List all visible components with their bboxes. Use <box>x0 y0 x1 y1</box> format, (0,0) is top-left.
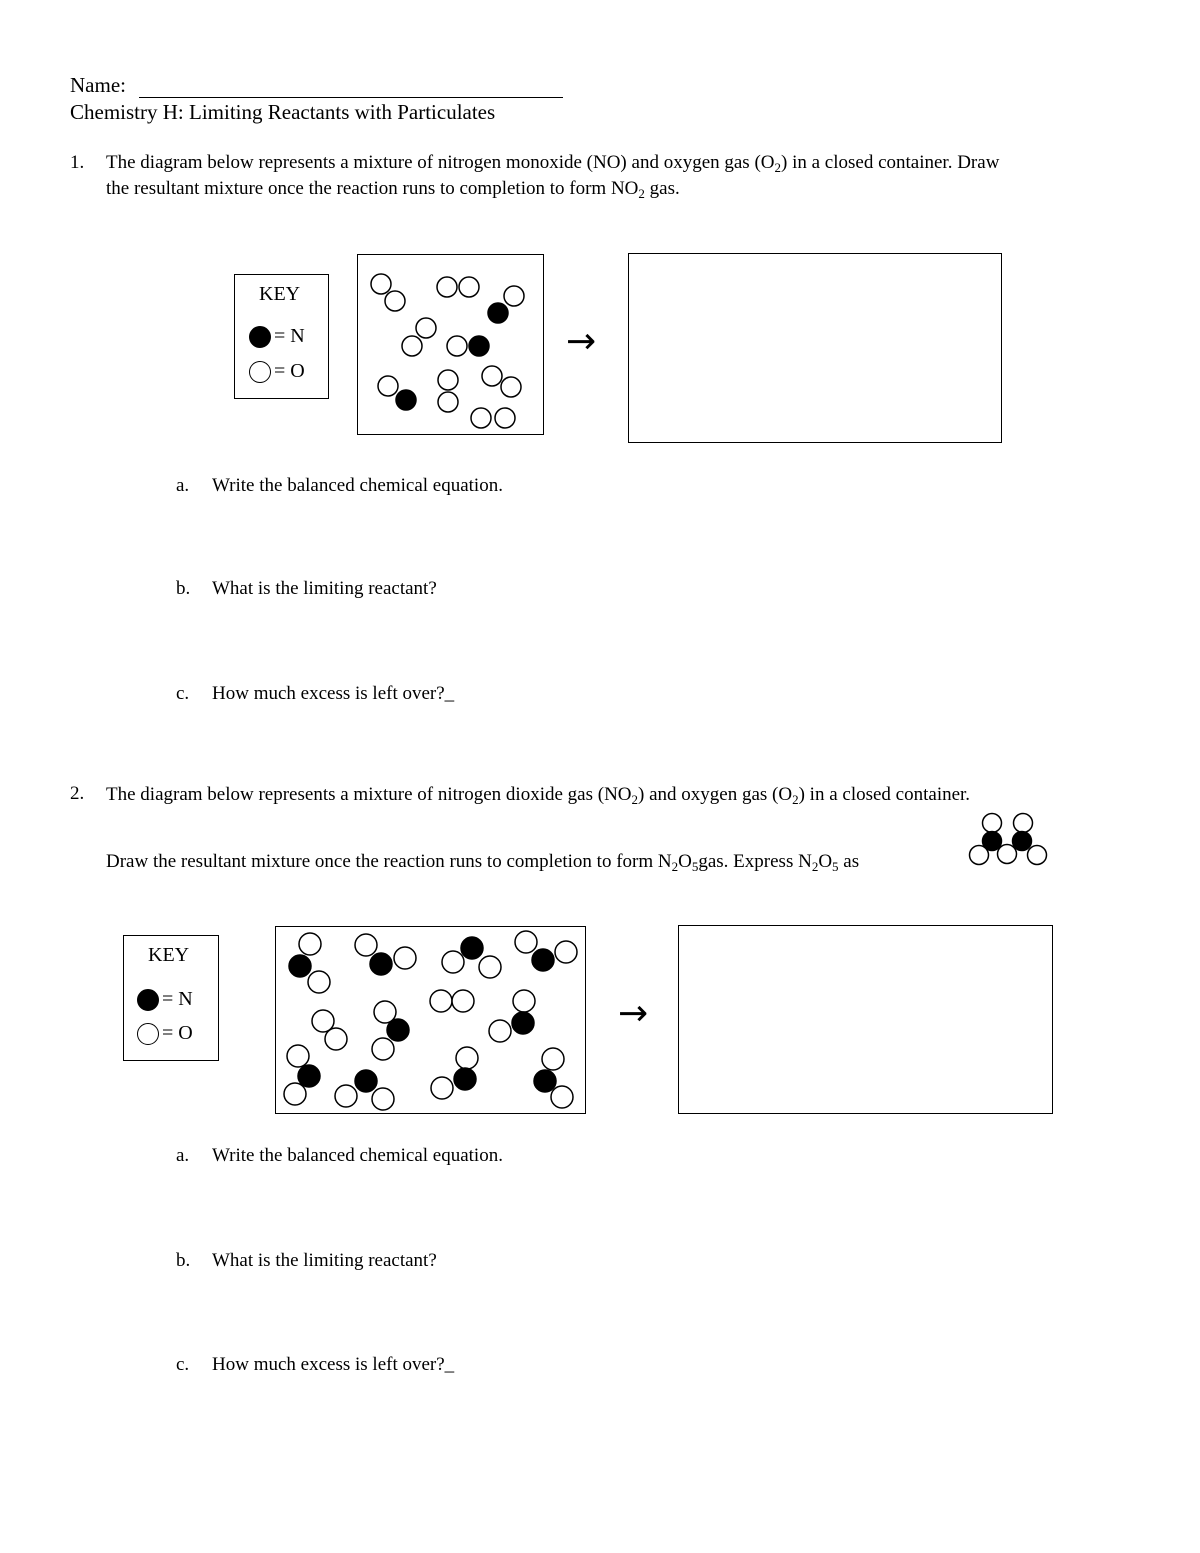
nitrogen-atom <box>488 303 508 323</box>
oxygen-atom-icon <box>137 1023 159 1045</box>
nitrogen-atom <box>532 949 554 971</box>
q2-reactant-particles <box>275 926 586 1114</box>
q2-part-c-text: How much excess is left over?_ <box>212 1354 455 1375</box>
oxygen-atom <box>385 291 405 311</box>
nitrogen-atom <box>289 955 311 977</box>
q2-part-a-text: Write the balanced chemical equation. <box>212 1145 503 1166</box>
oxygen-atom <box>447 336 467 356</box>
q1-key-oxygen: = O <box>249 360 305 383</box>
nitrogen-atom <box>396 390 416 410</box>
q1-key-title: KEY <box>259 283 301 305</box>
oxygen-atom <box>1014 814 1033 833</box>
q1-part-a-text: Write the balanced chemical equation. <box>212 475 503 496</box>
q2-key-nitrogen: = N <box>137 988 193 1011</box>
q1-part-b-letter: b. <box>176 578 191 599</box>
q1-product-drawing-area[interactable] <box>628 253 1002 443</box>
q1-reaction-arrow: → <box>566 321 597 362</box>
q2-prompt-line2: Draw the resultant mixture once the reaction runs to completion to form $N_2O_5gas$. Express $N_2O_5$ as <box>106 851 860 874</box>
oxygen-atom <box>479 956 501 978</box>
q2-reaction-arrow: → <box>618 993 649 1034</box>
nitrogen-atom <box>370 953 392 975</box>
oxygen-atom <box>355 934 377 956</box>
nitrogen-atom <box>1013 832 1032 851</box>
oxygen-atom <box>1028 846 1047 865</box>
oxygen-atom <box>513 990 535 1012</box>
oxygen-atom <box>442 951 464 973</box>
q2-number: 2. <box>70 783 85 804</box>
nitrogen-atom <box>454 1068 476 1090</box>
oxygen-atom <box>504 286 524 306</box>
nitrogen-atom <box>355 1070 377 1092</box>
nitrogen-atom <box>534 1070 556 1092</box>
worksheet-title: Chemistry H: Limiting Reactants with Particulates <box>70 100 496 124</box>
oxygen-atom <box>542 1048 564 1070</box>
q2-part-a-letter: a. <box>176 1145 190 1166</box>
q1-part-c-letter: c. <box>176 683 190 704</box>
oxygen-atom <box>335 1085 357 1107</box>
oxygen-atom <box>438 370 458 390</box>
nitrogen-atom <box>512 1012 534 1034</box>
nitrogen-atom-icon <box>137 989 159 1011</box>
oxygen-atom <box>431 1077 453 1099</box>
q2-key-box <box>123 935 219 1061</box>
oxygen-atom <box>394 947 416 969</box>
oxygen-atom <box>489 1020 511 1042</box>
q2-prompt-line1: The diagram below represents a mixture of nitrogen dioxide gas $(NO_2)$ and oxygen gas $(O_2)$ in a closed container. <box>106 784 971 807</box>
oxygen-atom <box>438 392 458 412</box>
q1-prompt-line2: the resultant mixture once the reaction runs to completion to form $NO_2$ gas. <box>106 178 680 201</box>
q1-prompt-line1: The diagram below represents a mixture of nitrogen monoxide (NO) and oxygen gas $(O_2)$ in a closed container. Draw <box>106 152 1000 175</box>
q1-part-a-letter: a. <box>176 475 190 496</box>
oxygen-atom <box>998 845 1017 864</box>
nitrogen-atom <box>983 832 1002 851</box>
q2-product-drawing-area[interactable] <box>678 925 1053 1114</box>
q1-key-box <box>234 274 329 399</box>
oxygen-atom <box>287 1045 309 1067</box>
name-label: Name: <box>70 73 126 97</box>
nitrogen-atom <box>461 937 483 959</box>
oxygen-atom <box>495 408 515 428</box>
oxygen-atom-icon <box>249 361 271 383</box>
q2-key-title: KEY <box>148 944 190 966</box>
nitrogen-atom-icon <box>249 326 271 348</box>
q1-key-nitrogen: = N <box>249 325 305 348</box>
q1-number: 1. <box>70 152 85 173</box>
oxygen-atom <box>456 1047 478 1069</box>
oxygen-atom <box>284 1083 306 1105</box>
q2-key-oxygen: = O <box>137 1022 193 1045</box>
nitrogen-atom <box>469 336 489 356</box>
oxygen-atom <box>983 814 1002 833</box>
oxygen-atom <box>378 376 398 396</box>
oxygen-atom <box>402 336 422 356</box>
nitrogen-atom <box>387 1019 409 1041</box>
oxygen-atom <box>299 933 321 955</box>
oxygen-atom <box>471 408 491 428</box>
oxygen-atom <box>371 274 391 294</box>
oxygen-atom <box>459 277 479 297</box>
oxygen-atom <box>372 1088 394 1110</box>
oxygen-atom <box>551 1086 573 1108</box>
oxygen-atom <box>452 990 474 1012</box>
q2-part-b-text: What is the limiting reactant? <box>212 1250 437 1271</box>
oxygen-atom <box>515 931 537 953</box>
q2-part-c-letter: c. <box>176 1354 190 1375</box>
oxygen-atom <box>416 318 436 338</box>
q2-part-b-letter: b. <box>176 1250 191 1271</box>
oxygen-atom <box>325 1028 347 1050</box>
q1-reactant-particles <box>357 254 544 435</box>
nitrogen-atom <box>298 1065 320 1087</box>
q1-part-c-text: How much excess is left over?_ <box>212 683 455 704</box>
oxygen-atom <box>437 277 457 297</box>
oxygen-atom <box>555 941 577 963</box>
oxygen-atom <box>501 377 521 397</box>
oxygen-atom <box>482 366 502 386</box>
n2o5-molecule-example <box>966 812 1050 868</box>
oxygen-atom <box>308 971 330 993</box>
q1-part-b-text: What is the limiting reactant? <box>212 578 437 599</box>
oxygen-atom <box>430 990 452 1012</box>
name-field[interactable] <box>139 97 563 98</box>
oxygen-atom <box>372 1038 394 1060</box>
